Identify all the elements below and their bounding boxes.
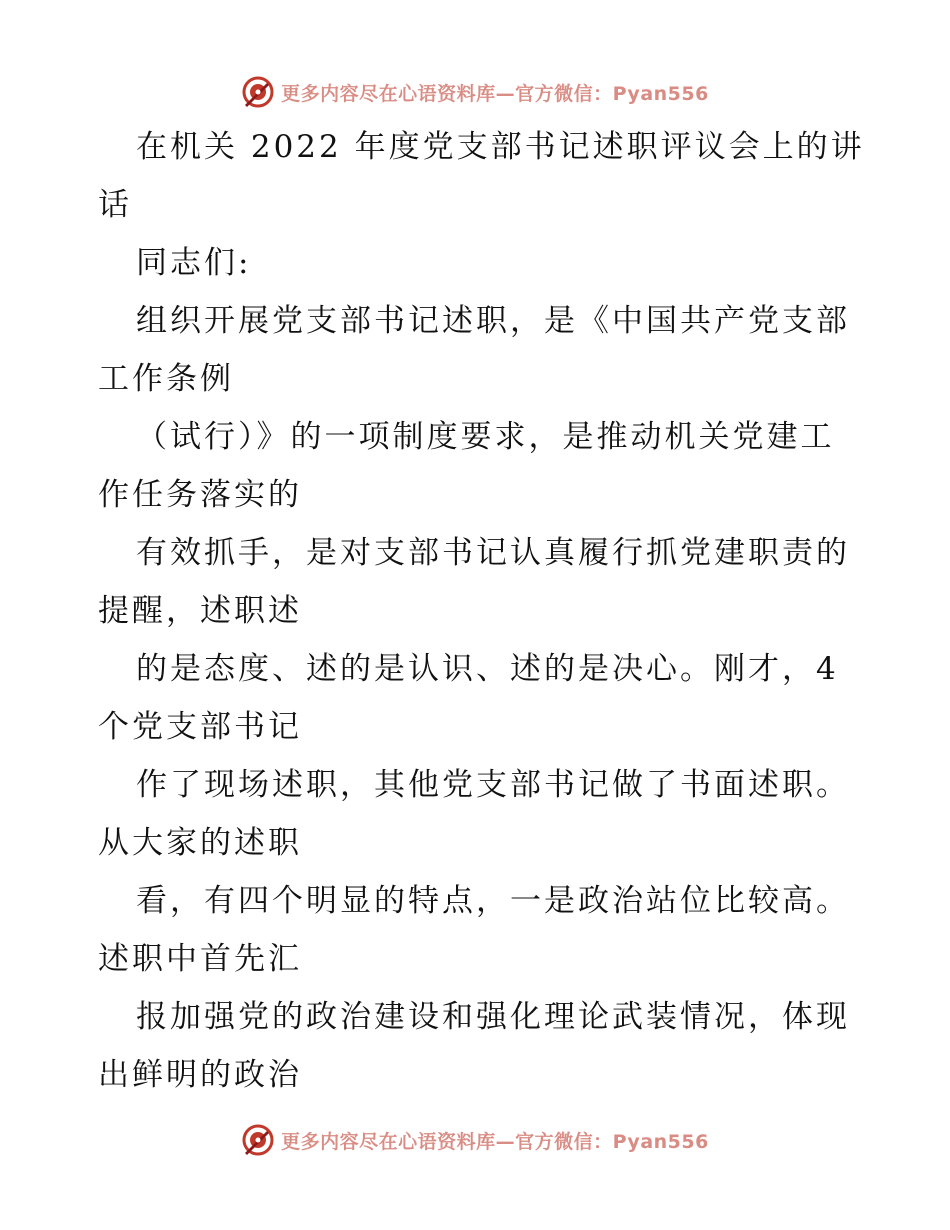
pen-logo-icon (241, 75, 275, 109)
doc-text-line: 个党支部书记 (98, 709, 302, 745)
header-watermark (0, 70, 950, 114)
doc-salutation: 同志们: (136, 245, 252, 281)
doc-text-line: 从大家的述职 (98, 825, 302, 861)
footer-watermark (0, 1118, 950, 1162)
pen-logo-icon (241, 1123, 275, 1157)
doc-text-line: （试行）》的一项制度要求，是推动机关党建工 (136, 419, 835, 455)
doc-text-line: 述职中首先汇 (98, 941, 302, 977)
document-body (98, 118, 865, 1104)
doc-text-line: 有效抓手，是对支部书记认真履行抓党建职责的 (136, 535, 850, 571)
doc-text-line: 工作条例 (98, 361, 234, 397)
doc-text-line: 报加强党的政治建设和强化理论武装情况，体现 (136, 999, 850, 1035)
doc-text-line: 看，有四个明显的特点，一是政治站位比较高。 (136, 883, 850, 919)
doc-text-line: 提醒，述职述 (98, 593, 302, 629)
doc-text-line: 的是态度、述的是认识、述的是决心。刚才，4 (136, 651, 839, 687)
doc-text-line: 作了现场述职，其他党支部书记做了书面述职。 (136, 767, 850, 803)
watermark-text: 更多内容尽在心语资料库—官方微信：Pyan556 (281, 1130, 709, 1153)
doc-title-line-1: 在机关 2022 年度党支部书记述职评议会上的讲 (136, 129, 865, 165)
doc-text-line: 组织开展党支部书记述职，是《中国共产党支部 (136, 303, 850, 339)
doc-title-line-2: 话 (98, 187, 132, 223)
doc-text-line: 作任务落实的 (98, 477, 302, 513)
watermark-text: 更多内容尽在心语资料库—官方微信：Pyan556 (281, 82, 709, 105)
doc-text-line: 出鲜明的政治 (98, 1057, 302, 1093)
